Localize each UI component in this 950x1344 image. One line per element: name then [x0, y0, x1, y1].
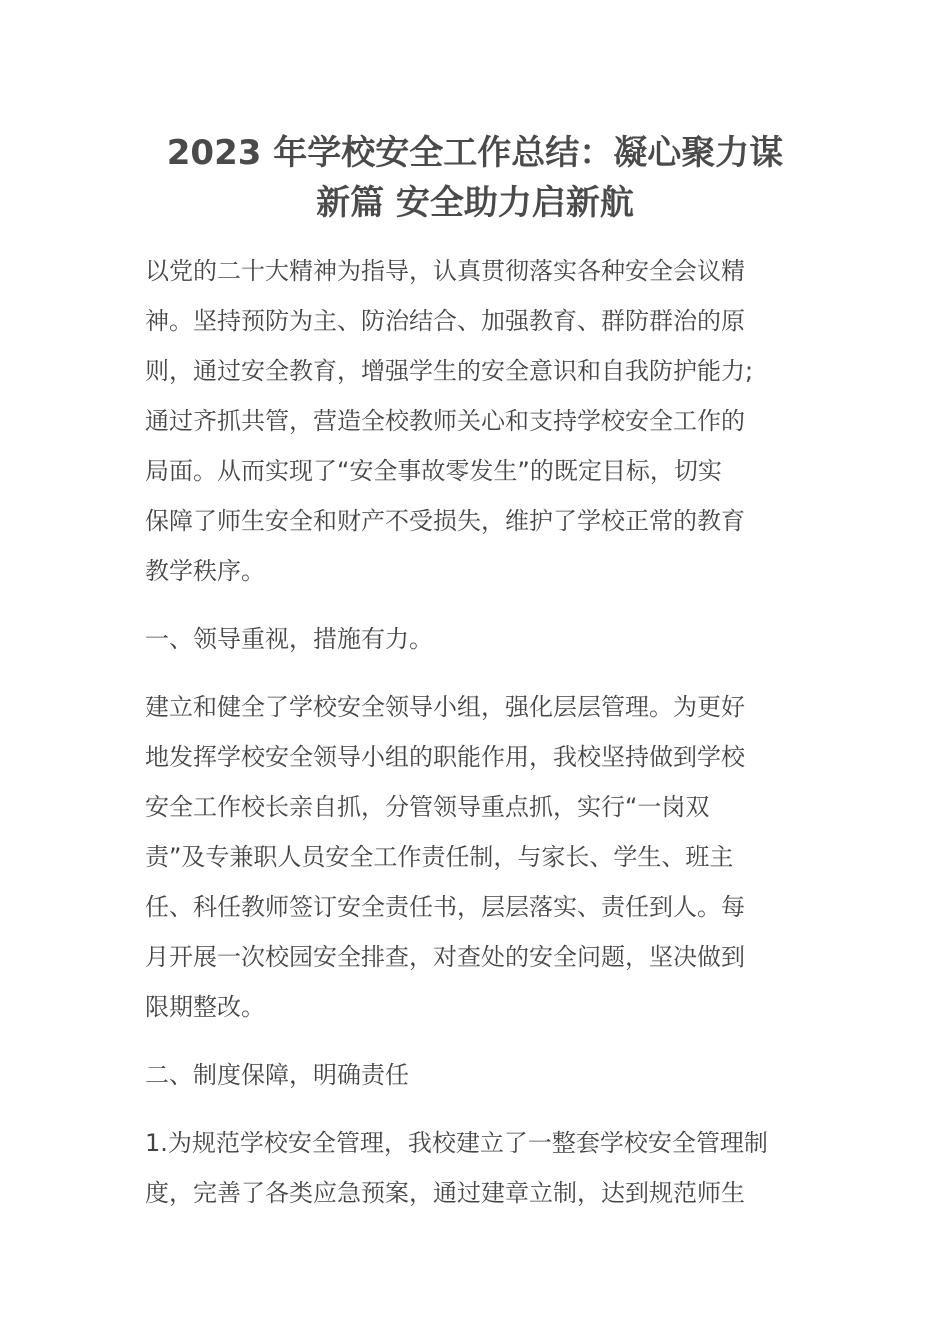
document-title [130, 128, 820, 228]
text-line: 限期整改。 [145, 993, 265, 1021]
text-line: 度，完善了各类应急预案，通过建章立制，达到规范师生 [145, 1179, 745, 1207]
text-line: 保障了师生安全和财产不受损失，维护了学校正常的教育 [145, 507, 745, 535]
text-line: 安全工作校长亲自抓，分管领导重点抓，实行“一岗双 [145, 793, 710, 821]
section-2-paragraph [145, 1118, 825, 1218]
text-line: 任、科任教师签订安全责任书，层层落实、责任到人。每 [145, 893, 745, 921]
text-line: 1.为规范学校安全管理，我校建立了一整套学校安全管理制 [145, 1129, 768, 1157]
text-line: 局面。从而实现了“安全事故零发生”的既定目标，切实 [145, 457, 722, 485]
text-line: 月开展一次校园安全排查，对查处的安全问题，坚决做到 [145, 943, 745, 971]
text-line: 则，通过安全教育，增强学生的安全意识和自我防护能力; [145, 357, 754, 385]
text-line: 通过齐抓共管，营造全校教师关心和支持学校安全工作的 [145, 407, 745, 435]
title-line: 2023 年学校安全工作总结：凝心聚力谋 [166, 133, 784, 173]
intro-paragraph [145, 246, 825, 596]
text-line: 二、制度保障，明确责任 [145, 1061, 409, 1089]
title-line: 新篇 安全助力启新航 [316, 183, 634, 223]
text-line: 以党的二十大精神为指导，认真贯彻落实各种安全会议精 [145, 257, 745, 285]
section-heading-1 [145, 614, 825, 664]
section-heading-2 [145, 1050, 825, 1100]
section-1-paragraph [145, 682, 825, 1032]
document-body [145, 246, 825, 1236]
text-line: 责”及专兼职人员安全工作责任制，与家长、学生、班主 [145, 843, 734, 871]
text-line: 一、领导重视，措施有力。 [145, 625, 433, 653]
text-line: 建立和健全了学校安全领导小组，强化层层管理。为更好 [145, 693, 745, 721]
text-line: 教学秩序。 [145, 557, 265, 585]
text-line: 神。坚持预防为主、防治结合、加强教育、群防群治的原 [145, 307, 745, 335]
text-line: 地发挥学校安全领导小组的职能作用，我校坚持做到学校 [145, 743, 745, 771]
